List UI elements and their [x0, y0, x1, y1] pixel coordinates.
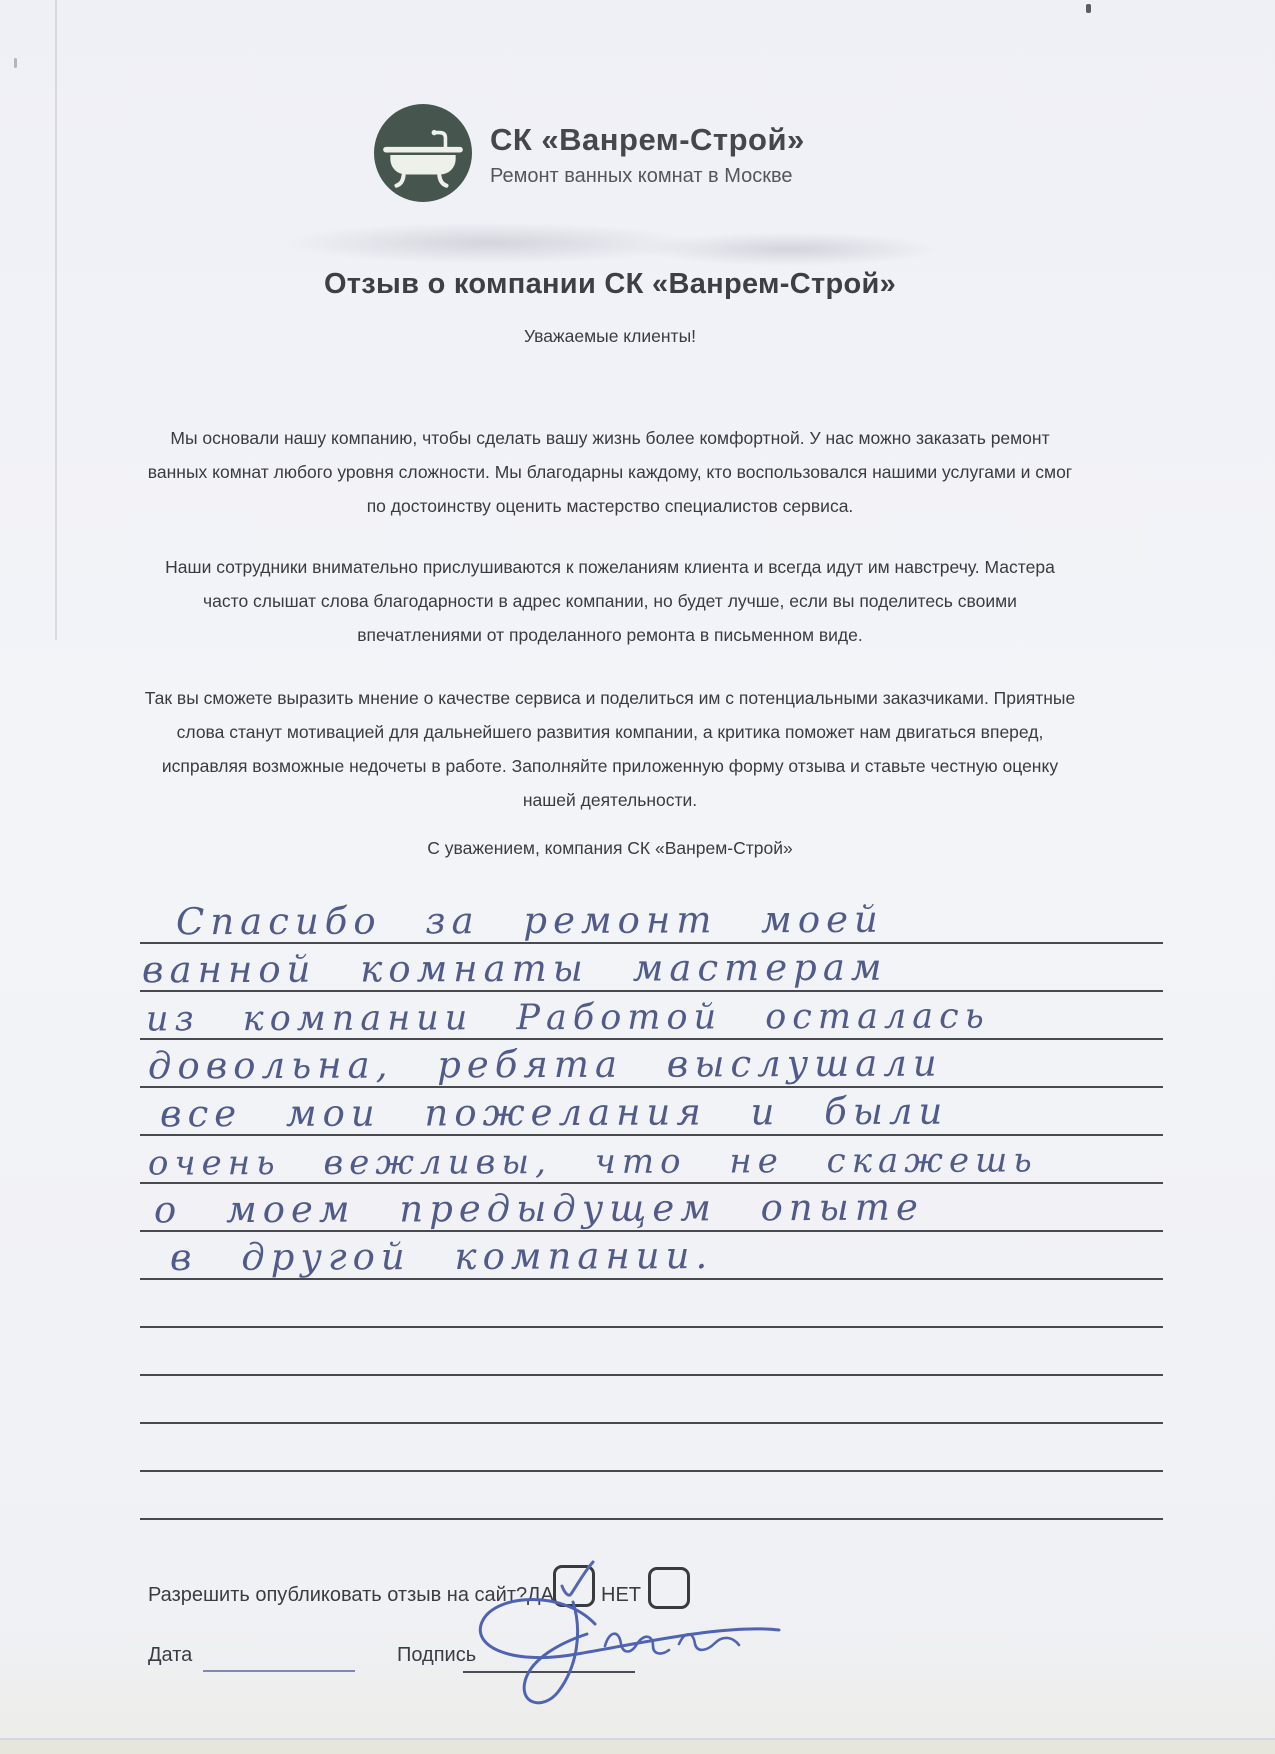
page-title: Отзыв о компании СК «Ванрем-Строй» [323, 268, 897, 300]
scan-edge-shadow [55, 0, 57, 640]
review-line [140, 944, 1163, 992]
handwritten-signature [445, 1572, 785, 1722]
scan-smudge [280, 222, 700, 264]
scan-speck [1086, 4, 1091, 13]
handwritten-text: ванной комнаты мастерам [141, 945, 888, 992]
handwritten-text: очень вежливы, что не скажешь [147, 1140, 1038, 1184]
review-line [140, 992, 1163, 1040]
review-writing-area [140, 896, 1163, 1520]
signature-label: Подпись [397, 1644, 477, 1666]
scan-speck [14, 58, 17, 68]
review-line [140, 1136, 1163, 1184]
paragraph-line: слова станут мотивацией для дальнейшего развития компании, а критика поможет нам двигаться вперед, [176, 722, 1044, 742]
review-line [140, 1088, 1163, 1136]
company-logo [374, 104, 805, 202]
paragraph-line: часто слышат слова благодарности в адрес компании, но будет лучше, если вы поделитесь своими [203, 591, 1017, 611]
paragraph-line: впечатлениями от проделанного ремонта в письменном виде. [357, 625, 863, 645]
handwritten-text: о моем предыдущем опыте [153, 1185, 924, 1232]
handwritten-text: все мои пожелания и были [159, 1089, 949, 1136]
paragraph-line: Наши сотрудники внимательно прислушиваются к пожеланиям клиента и всегда идут им навстречу. Мастера [165, 557, 1055, 577]
signoff-line: С уважением, компания СК «Ванрем-Строй» [427, 838, 793, 858]
scan-edge-bottom [0, 1738, 1275, 1754]
review-line [140, 1280, 1163, 1328]
paragraph-1 [95, 421, 1125, 523]
paragraph-line: исправляя возможные недочеты в работе. Заполняйте приложенную форму отзыва и ставьте честную оценку [161, 756, 1059, 776]
review-line [140, 1328, 1163, 1376]
yes-label: ДА [527, 1584, 554, 1606]
review-line [140, 1424, 1163, 1472]
review-line [140, 1376, 1163, 1424]
company-tagline: Ремонт ванных комнат в Москве [490, 165, 793, 187]
review-line [140, 1472, 1163, 1520]
date-label: Дата [148, 1644, 193, 1666]
review-line [140, 1040, 1163, 1088]
paragraph-3 [95, 681, 1125, 817]
date-signature-row [0, 1640, 1275, 1720]
paragraph-line: ванных комнат любого уровня сложности. Мы благодарны каждому, кто воспользовался нашими услугами и смог [147, 462, 1073, 482]
handwritten-text: довольна, ребята выслушали [147, 1041, 943, 1088]
publish-question: Разрешить опубликовать отзыв на сайт? [148, 1584, 528, 1606]
scan-smudge [640, 232, 940, 266]
review-line [140, 1232, 1163, 1280]
paragraph-line: по достоинству оценить мастерство специалистов сервиса. [366, 496, 854, 516]
handwritten-text: в другой компании. [169, 1234, 714, 1279]
greeting-line: Уважаемые клиенты! [523, 326, 697, 346]
date-blank-line [203, 1670, 355, 1672]
logo-text-block [490, 118, 805, 188]
company-name: СК «Ванрем-Строй» [490, 122, 805, 157]
review-line [140, 1184, 1163, 1232]
paragraph-line: Так вы сможете выразить мнение о качестве сервиса и поделиться им с потенциальными заказчиками. Приятные [144, 688, 1076, 708]
handwritten-text: Спасибо за ремонт моей [175, 897, 884, 944]
review-line [140, 896, 1163, 944]
handwritten-text: из компании Работой осталась [145, 996, 990, 1040]
paragraph-line: Мы основали нашу компанию, чтобы сделать вашу жизнь более комфортной. У нас можно заказать ремонт [170, 428, 1050, 448]
paragraph-line: нашей деятельности. [522, 790, 698, 810]
no-label: НЕТ [601, 1584, 641, 1606]
bathtub-icon [374, 104, 472, 202]
paragraph-2 [95, 550, 1125, 652]
